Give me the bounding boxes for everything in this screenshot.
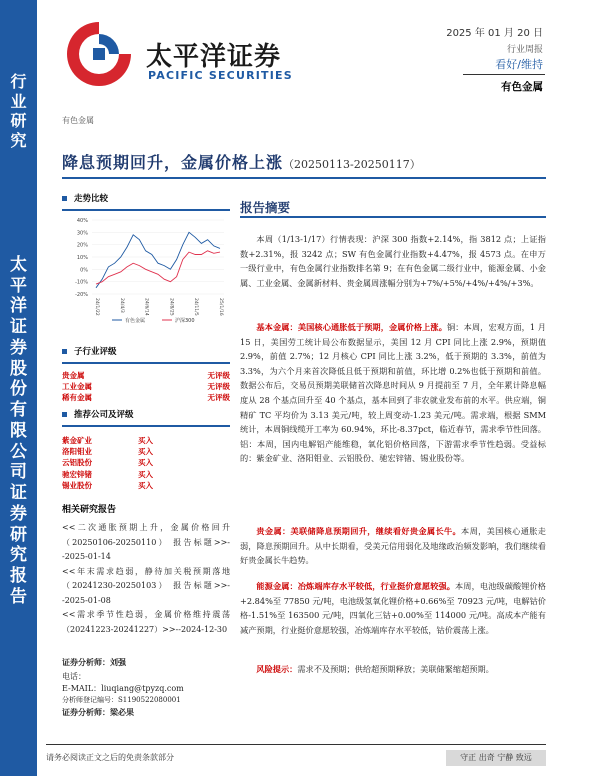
report-date: 2025 年 01 月 20 日 xyxy=(446,28,543,39)
sub-rating-row: 稀有金属 无评级 xyxy=(62,393,230,402)
footer-motto: 守正 出奇 宁静 致远 xyxy=(446,750,546,766)
recommend-box xyxy=(62,408,230,491)
x-tick-label: 24/4/3 xyxy=(118,298,124,313)
trend-heading: 走势比较 xyxy=(74,194,109,204)
trend-chart xyxy=(62,210,230,330)
phone-label: 电话： xyxy=(62,672,86,681)
title-main: 降息预期回升，金属价格上涨 xyxy=(62,153,284,172)
page-title xyxy=(62,150,421,173)
report-type: 行业周报 xyxy=(506,45,543,55)
email[interactable]: E-MAIL：liuqiang@tpyzq.com xyxy=(62,684,184,693)
brand-name-cn: 太平洋证券 xyxy=(146,42,282,72)
trend-box xyxy=(62,192,230,211)
y-tick-label: -20% xyxy=(75,292,88,298)
industry-name: 有色金属 xyxy=(501,81,543,93)
bullet-icon xyxy=(62,196,67,201)
y-tick-label: 20% xyxy=(76,242,88,249)
y-tick-label: 40% xyxy=(76,218,88,224)
series-line-1 xyxy=(96,251,220,284)
series-line-0 xyxy=(96,232,220,287)
x-tick-label: 24/8/25 xyxy=(168,298,174,316)
recommend-row: 洛阳钼业 买入 xyxy=(62,447,153,457)
x-tick-label: 24/6/14 xyxy=(143,298,149,316)
related-heading: 相关研究报告 xyxy=(62,505,117,515)
legend-label: 沪深300 xyxy=(175,318,195,324)
summary-p5: 风险提示：需求不及预期；供给超预期释放；美联储緊缩超预期。 xyxy=(256,664,494,674)
company-logo xyxy=(63,18,135,90)
related-report-link[interactable]: <<年末需求趋弱，静待加关税预期落地（20241230-20250103） 报告标题>>--2025-01-08 xyxy=(62,566,230,605)
analyst-2: 证券分析师：梁必果 xyxy=(62,707,134,717)
summary-p3: 贵金属：美联储降息预期回升，继续看好贵金属长牛。本周，美国核心通胀走弱，降息预期回升。从中长期看，受美元信用弱化及地缘政治频发影响，我们继续看好贵金属长牛趋势。 xyxy=(240,526,546,566)
x-tick-label: 24/11/5 xyxy=(193,298,199,316)
band-top-text: 行 业 研 究 xyxy=(10,72,27,150)
brand-name-en: PACIFIC SECURITIES xyxy=(148,69,293,82)
y-tick-label: 0% xyxy=(80,267,88,274)
summary-p4: 能源金属：冶炼端库存水平较低，行业挺价意愿较强。本周，电池级碳酸锂价格+2.84%至 77850 元/吨，电池级氢氧化锂价格+0.66%至 70923 元/吨，电解钴价格-1.51%至 163500 元/吨，四氧化三钴+0.00%至 114000 元/吨。高成本产能有减产预期，行业挺价意愿较强，冶炼端库存水平较低，钴价震荡上涨。 xyxy=(240,581,546,635)
related-list xyxy=(62,521,230,637)
y-tick-label: -10% xyxy=(75,279,88,286)
summary-p1: 本周（1/13-1/17）行情表现：沪深 300 指数+2.14%，指 3812 点；上证指数+2.31%，报 3242 点；SW 有色金属行业指数+4.47%，报 4573 点。在申万一级行业中，有色金属行业指数排名第 9；在有色金属二级行业中，能源金属、小金属、工业金属、金属新材料、贵金属周涨幅分别为+7%/+5%/+4%/+4%/+3%。 xyxy=(240,234,546,288)
section-tag: 有色金属 xyxy=(62,116,94,125)
y-tick-label: 10% xyxy=(76,255,88,261)
sub-ratings-heading: 子行业评级 xyxy=(74,347,117,357)
analyst-1: 证券分析师：刘强 xyxy=(62,657,126,667)
cert-number: 分析师登记编号：S1190522080001 xyxy=(62,696,181,704)
recommend-heading: 推荐公司及评级 xyxy=(74,410,134,420)
summary-heading: 报告摘要 xyxy=(240,200,291,215)
recommend-row: 锡业股份 买入 xyxy=(62,480,153,490)
recommend-row: 紫金矿业 买入 xyxy=(62,436,153,445)
recommend-row: 驰宏锌锗 买入 xyxy=(62,469,153,479)
related-report-link[interactable]: <<需求季节性趋弱，金属价格维持震荡（20241223-20241227）>>--2024-12-30 xyxy=(62,610,230,634)
footer-disclaimer: 请务必阅读正文之后的免责条款部分 xyxy=(46,753,174,762)
x-tick-label: 24/1/22 xyxy=(94,298,99,316)
sub-rating-row: 工业金属 无评级 xyxy=(62,382,230,391)
sub-ratings-box xyxy=(62,345,230,403)
summary-p2: 基本金属：美国核心通胀低于预期，金属价格上涨。铜：本周，宏观方面，1 月 15 日，美国劳工统计局公布数据显示，美国 12 月 CPI 同比上涨 2.9%，预期值 2.9%，前值 2.7%；12 月核心 CPI 同比上涨 3.2%，低于预期的 3.3%，前值为 3.3%，为六个月来首次降低且低于预期和前值，环比增 0.2%也低于预期和前值。数据公布后，交易员预期美联储首次降息时间从 9 月提前至 7 月，全年累计降息幅度从 28 个基点回升至 40 个基点，基本回到了非农就业发布前的水平。供应端，铜精矿 TC 平均价为 3.13 美元/吨，较上周变动-1.23 美元/吨。需求端，根据 SMM 统计，本周铜线缆开工率为 60.94%，环比-8.37pct，临近春节，需求季节性回落。铝：本周，国内电解铝产能维稳，氧化铝价格回落，下游需求季节性趋弱。受益标的：紫金矿业、洛阳钼业、云铝股份、驰宏锌锗、锡业股份等。 xyxy=(240,322,546,464)
header-rule xyxy=(463,74,545,75)
bullet-icon xyxy=(62,349,67,354)
title-period: （20250113-20250117） xyxy=(283,158,421,171)
y-tick-label: 30% xyxy=(76,230,88,237)
industry-rating: 看好/维持 xyxy=(495,58,543,71)
left-band xyxy=(0,0,37,776)
recommend-row: 云铝股份 买入 xyxy=(62,458,153,468)
sub-rating-row: 贵金属 无评级 xyxy=(62,371,230,380)
title-rule xyxy=(62,177,546,179)
footer-rule xyxy=(46,744,546,745)
legend-label: 有色金属 xyxy=(125,318,146,324)
summary-rule xyxy=(240,216,546,218)
related-report-link[interactable]: <<二次通胀预期上升，金属价格回升（20250106-20250110） 报告标题>>--2025-01-14 xyxy=(62,523,230,561)
bullet-icon xyxy=(62,412,67,417)
band-bottom-text: 太 平 洋 证 券 股 份 有 限 公 司 证 券 研 究 报 告 xyxy=(10,255,27,607)
x-tick-label: 25/1/16 xyxy=(218,298,223,316)
